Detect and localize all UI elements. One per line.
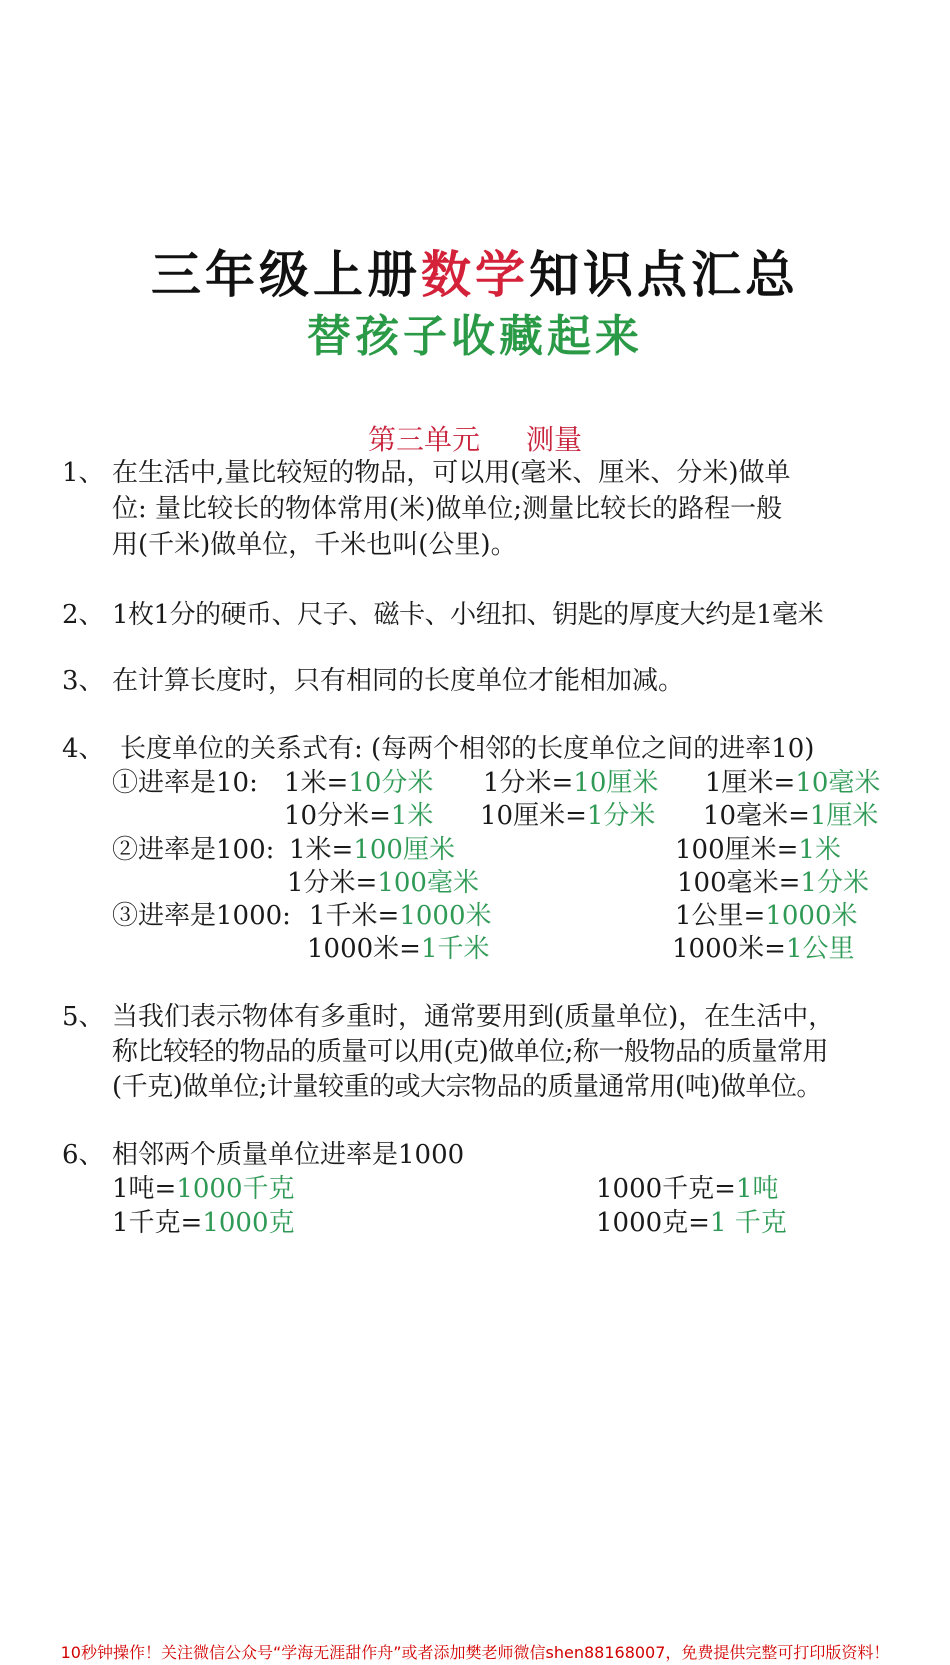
item-6-number: 6、 [62, 1140, 105, 1170]
rate-1000-label: ③进率是1000: [112, 901, 291, 931]
mass-equation: 1吨=1000千克 [112, 1174, 295, 1204]
item-1-line3: 用(千米)做单位，千米也叫(公里)。 [112, 530, 517, 560]
item-5-number: 5、 [62, 1002, 105, 1032]
length-equation: 1分米=10厘米 [483, 768, 659, 798]
footer-promo-banner: 10秒钟操作！关注微信公众号“学海无涯甜作舟”或者添加樊老师微信shen88168007，免费提供完整可打印版资料！ [60, 1643, 890, 1662]
length-equation: 100毫米=1分米 [677, 868, 869, 898]
length-equation: 10厘米=1分米 [480, 801, 656, 831]
item-2-text: 1枚1分的硬币、尺子、磁卡、小纽扣、钥匙的厚度大约是1毫米 [112, 600, 824, 630]
item-1-number: 1、 [62, 458, 105, 488]
item-4-text: 长度单位的关系式有: (每两个相邻的长度单位之间的进率10) [120, 734, 815, 764]
item-6-text: 相邻两个质量单位进率是1000 [112, 1140, 465, 1170]
mass-equation: 1000克=1 千克 [596, 1208, 787, 1238]
item-1-line2: 位: 量比较长的物体常用(米)做单位;测量比较长的路程一般 [112, 494, 783, 524]
mass-equation: 1000千克=1吨 [596, 1174, 779, 1204]
rate-100-label: ②进率是100: [112, 835, 275, 865]
length-equation: 1公里=1000米 [675, 901, 858, 931]
item-4-number: 4、 [62, 734, 105, 764]
item-1-line1: 在生活中,量比较短的物品，可以用(毫米、厘米、分米)做单 [112, 458, 791, 488]
rate-10-label: ①进率是10: [112, 768, 258, 798]
length-equation: 1米=10分米 [284, 768, 434, 798]
item-5-line1: 当我们表示物体有多重时，通常要用到(质量单位)，在生活中， [112, 1002, 835, 1032]
item-3-text: 在计算长度时，只有相同的长度单位才能相加减。 [112, 666, 685, 696]
title-highlight: 数学 [421, 246, 529, 304]
length-equation: 10毫米=1厘米 [703, 801, 879, 831]
item-5-line2: 称比较轻的物品的质量可以用(克)做单位;称一般物品的质量常用 [112, 1037, 829, 1067]
length-equation: 1000米=1公里 [672, 934, 855, 964]
page-subtitle: 替孩子收藏起来 [307, 311, 643, 362]
length-equation: 1米=100厘米 [289, 835, 455, 865]
item-2-number: 2、 [62, 600, 105, 630]
length-equation: 1厘米=10毫米 [705, 768, 881, 798]
length-equation: 1分米=100毫米 [287, 868, 479, 898]
unit-heading: 第三单元 测量 [367, 423, 583, 456]
page-title: 三年级上册数学知识点汇总 [151, 246, 799, 304]
length-equation: 10分米=1米 [284, 801, 434, 831]
item-3-number: 3、 [62, 666, 105, 696]
item-5-line3: (千克)做单位;计量较重的或大宗物品的质量通常用(吨)做单位。 [112, 1072, 822, 1102]
length-equation: 1千米=1000米 [309, 901, 492, 931]
mass-equation: 1千克=1000克 [112, 1208, 295, 1238]
length-equation: 100厘米=1米 [675, 835, 841, 865]
length-equation: 1000米=1千米 [307, 934, 490, 964]
